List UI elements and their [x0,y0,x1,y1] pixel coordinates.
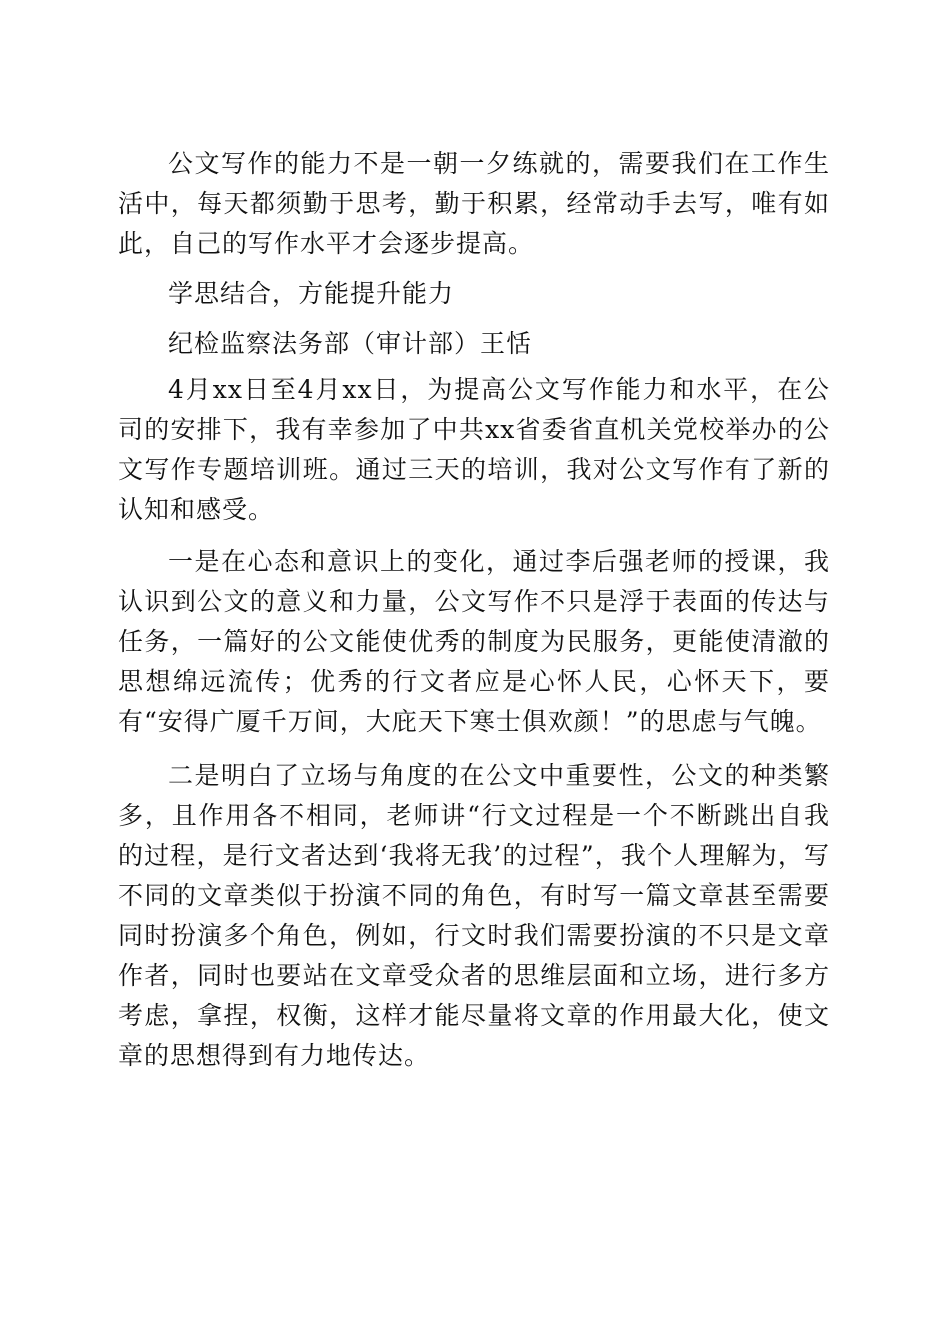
paragraph-writing-ability: 公文写作的能力不是一朝一夕练就的，需要我们在工作生活中，每天都须勤于思考，勤于积累，经常动手去写，唯有如此，自己的写作水平才会逐步提高。 [118,149,830,258]
paragraph-training-intro: 4月xx日至4月xx日，为提高公文写作能力和水平，在公司的安排下，我有幸参加了中共xx省委省直机关党校举办的公文写作专题培训班。通过三天的培训，我对公文写作有了新的认知和感受。 [118,375,830,524]
document-body [118,144,830,1076]
paragraph-mindset-change: 一是在心态和意识上的变化，通过李后强老师的授课，我认识到公文的意义和力量，公文写作不只是浮于表面的传达与任务，一篇好的公文能使优秀的制度为民服务，更能使清澈的思想绵远流传；优秀的行文者应是心怀人民，心怀天下，要有“安得广厦千万间，大庇天下寒士俱欢颜！”的思虑与气魄。 [118,547,830,736]
author-line: 纪检监察法务部（审计部）王恬 [168,329,533,358]
paragraph-perspective: 二是明白了立场与角度的在公文中重要性，公文的种类繁多，且作用各不相同，老师讲“行文过程是一个不断跳出自我的过程，是行文者达到‘我将无我’的过程”，我个人理解为，写不同的文章类似于扮演不同的角色，有时写一篇文章甚至需要同时扮演多个角色，例如，行文时我们需要扮演的不只是文章作者，同时也要站在文章受众者的思维层面和立场，进行多方考虑，拿捏，权衡，这样才能尽量将文章的作用最大化，使文章的思想得到有力地传达。 [118,761,830,1070]
article-title: 学思结合，方能提升能力 [168,279,455,308]
